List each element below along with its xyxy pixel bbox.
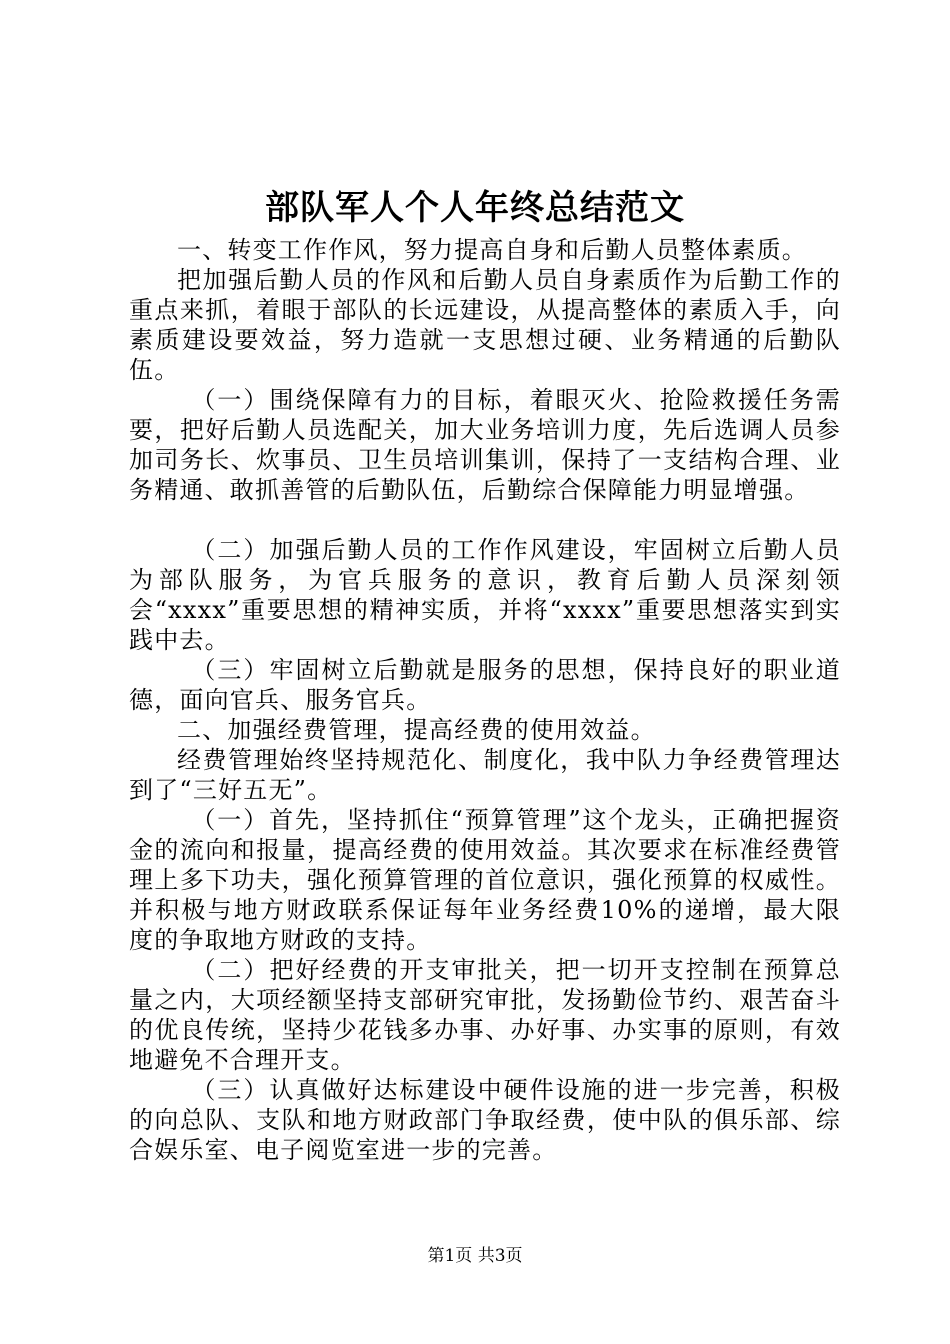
paragraph: （一）围绕保障有力的目标，着眼灭火、抢险救援任务需要，把好后勤人员选配关，加大业务培训力度，先后选调人员参加司务长、炊事员、卫生员培训集训，保持了一支结构合理、业务精通、敢抓善管的后勤队伍，后勤综合保障能力明显增强。 (129, 386, 841, 504)
paragraph: （二）加强后勤人员的工作作风建设，牢固树立后勤人员为部队服务，为官兵服务的意识，教育后勤人员深刻领会“xxxx”重要思想的精神实质，并将“xxxx”重要思想落实到实践中去。 (129, 536, 841, 654)
paragraph: 把加强后勤人员的作风和后勤人员自身素质作为后勤工作的重点来抓，着眼于部队的长远建设，从提高整体的素质入手，向素质建设要效益，努力造就一支思想过硬、业务精通的后勤队伍。 (129, 266, 841, 384)
document-body (129, 235, 841, 1165)
paragraph: 经费管理始终坚持规范化、制度化，我中队力争经费管理达到了“三好五无”。 (129, 746, 841, 804)
paragraph: （三）牢固树立后勤就是服务的思想，保持良好的职业道德，面向官兵、服务官兵。 (129, 656, 841, 714)
paragraph: （二）把好经费的开支审批关，把一切开支控制在预算总量之内，大项经额坚持支部研究审批，发扬勤俭节约、艰苦奋斗的优良传统，坚持少花钱多办事、办好事、办实事的原则，有效地避免不合理开支。 (129, 956, 841, 1074)
paragraph: （三）认真做好达标建设中硬件设施的进一步完善，积极的向总队、支队和地方财政部门争取经费，使中队的俱乐部、综合娱乐室、电子阅览室进一步的完善。 (129, 1076, 841, 1164)
document-title: 部队军人个人年终总结范文 (265, 188, 685, 228)
paragraph-gap (129, 505, 841, 535)
paragraph: （一）首先，坚持抓住“预算管理”这个龙头，正确把握资金的流向和报量，提高经费的使用效益。其次要求在标准经费管理上多下功夫，强化预算管理的首位意识，强化预算的权威性。并积极与地方财政联系保证每年业务经费10%的递增，最大限度的争取地方财政的支持。 (129, 806, 841, 954)
page-number-footer: 第1页 共3页 (427, 1246, 523, 1266)
section-heading-2: 二、加强经费管理，提高经费的使用效益。 (177, 716, 656, 744)
section-heading-1: 一、转变工作作风，努力提高自身和后勤人员整体素质。 (177, 236, 807, 264)
